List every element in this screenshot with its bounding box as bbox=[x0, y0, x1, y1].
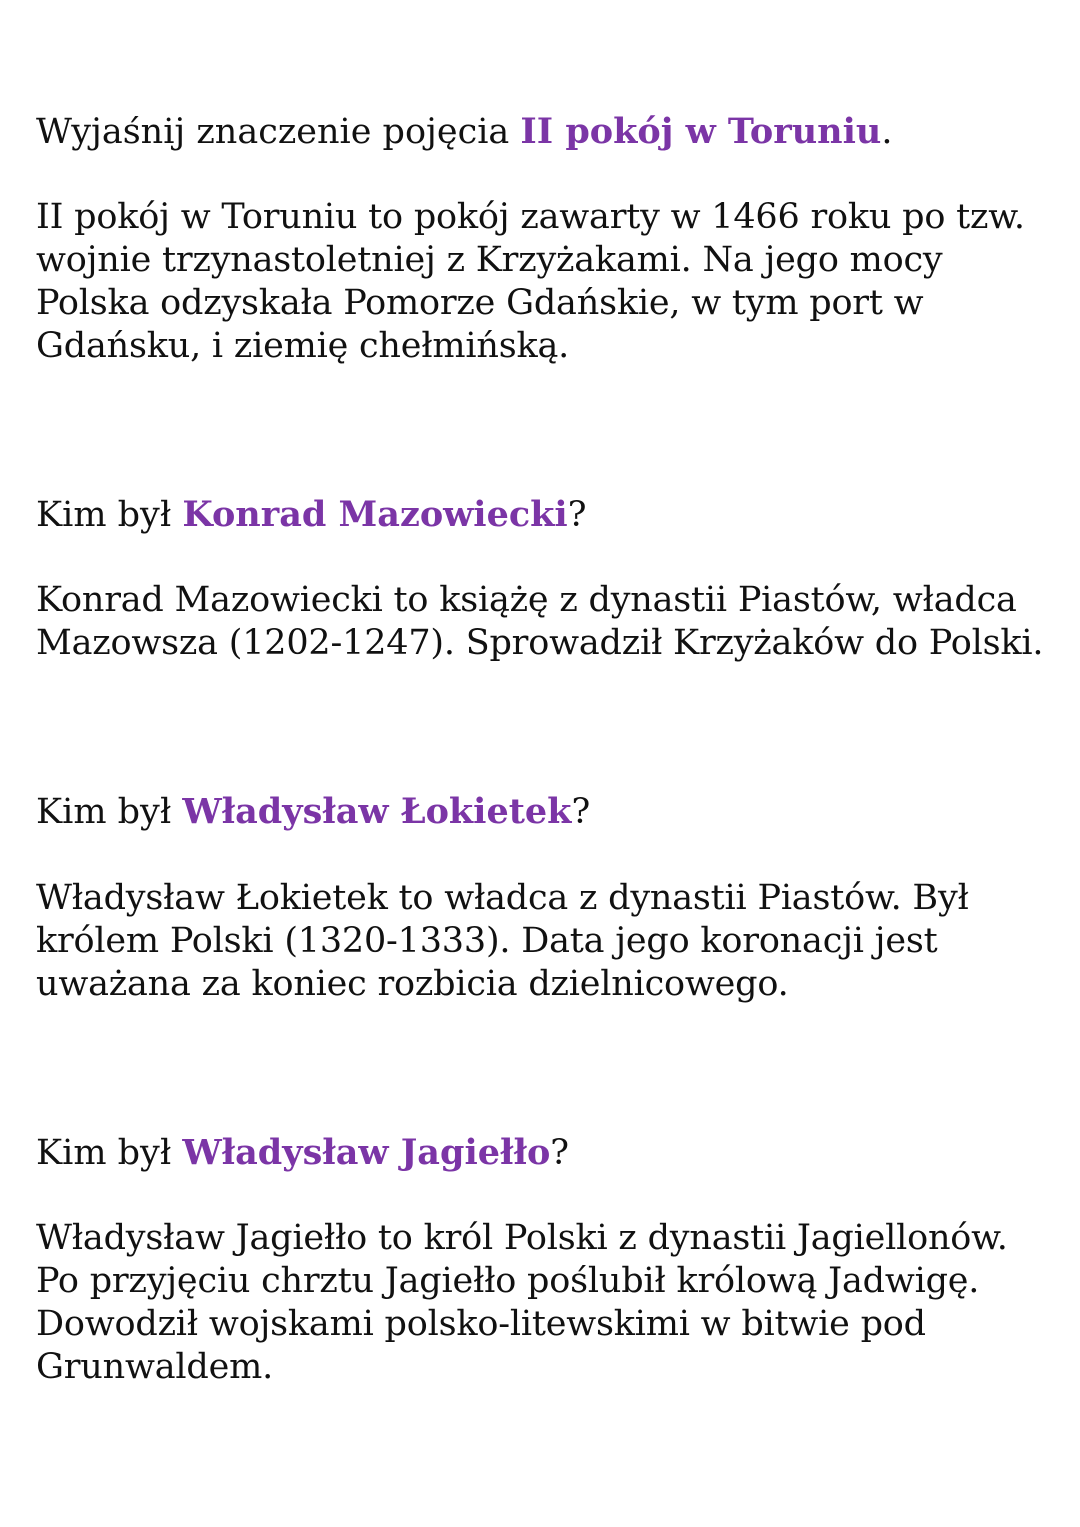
question-suffix: ? bbox=[571, 792, 591, 832]
answer-line: Grunwaldem. bbox=[36, 1347, 274, 1387]
answer-line: Polska odzyskała Pomorze Gdańskie, w tym port w bbox=[36, 283, 924, 323]
key-term: Władysław Jagiełło bbox=[182, 1132, 551, 1173]
answer-line: Dowodził wojskami polsko-litewskimi w bitwie pod bbox=[36, 1304, 926, 1344]
question-heading bbox=[36, 791, 1056, 833]
question-prefix: Kim był bbox=[36, 1133, 183, 1173]
question-suffix: . bbox=[881, 112, 893, 152]
section-wladyslaw-lokietek bbox=[36, 791, 1056, 833]
answer-line: Gdańsku, i ziemię chełmińską. bbox=[36, 326, 570, 366]
section-peace-of-torun bbox=[36, 111, 1056, 153]
question-suffix: ? bbox=[550, 1133, 570, 1173]
answer-peace-of-torun bbox=[36, 196, 1056, 368]
answer-line: wojnie trzynastoletniej z Krzyżakami. Na jego mocy bbox=[36, 240, 943, 280]
answer-line: uważana za koniec rozbicia dzielnicowego. bbox=[36, 964, 789, 1004]
answer-line: Mazowsza (1202-1247). Sprowadził Krzyżaków do Polski. bbox=[36, 623, 1044, 663]
key-term: Władysław Łokietek bbox=[182, 791, 572, 832]
question-prefix: Wyjaśnij znaczenie pojęcia bbox=[36, 112, 521, 152]
answer-konrad-mazowiecki bbox=[36, 579, 1056, 665]
question-suffix: ? bbox=[567, 495, 587, 535]
answer-wladyslaw-lokietek bbox=[36, 877, 1056, 1006]
answer-line: królem Polski (1320-1333). Data jego koronacji jest bbox=[36, 921, 938, 961]
question-prefix: Kim był bbox=[36, 495, 183, 535]
question-prefix: Kim był bbox=[36, 792, 183, 832]
key-term: Konrad Mazowiecki bbox=[182, 494, 568, 535]
question-heading bbox=[36, 1132, 1056, 1174]
answer-paragraph bbox=[36, 196, 1056, 368]
key-term: II pokój w Toruniu bbox=[520, 111, 882, 152]
question-heading bbox=[36, 494, 1056, 536]
question-heading bbox=[36, 111, 1056, 153]
answer-paragraph bbox=[36, 877, 1056, 1006]
answer-line: Władysław Łokietek to władca z dynastii Piastów. Był bbox=[36, 878, 969, 918]
section-wladyslaw-jagiello bbox=[36, 1132, 1056, 1174]
answer-paragraph bbox=[36, 579, 1056, 665]
answer-line: Po przyjęciu chrztu Jagiełło poślubił królową Jadwigę. bbox=[36, 1261, 980, 1301]
section-konrad-mazowiecki bbox=[36, 494, 1056, 536]
answer-line: II pokój w Toruniu to pokój zawarty w 1466 roku po tzw. bbox=[36, 197, 1025, 237]
answer-paragraph bbox=[36, 1217, 1056, 1389]
answer-line: Władysław Jagiełło to król Polski z dynastii Jagiellonów. bbox=[36, 1218, 1008, 1258]
answer-wladyslaw-jagiello bbox=[36, 1217, 1056, 1389]
answer-line: Konrad Mazowiecki to książę z dynastii Piastów, władca bbox=[36, 580, 1017, 620]
